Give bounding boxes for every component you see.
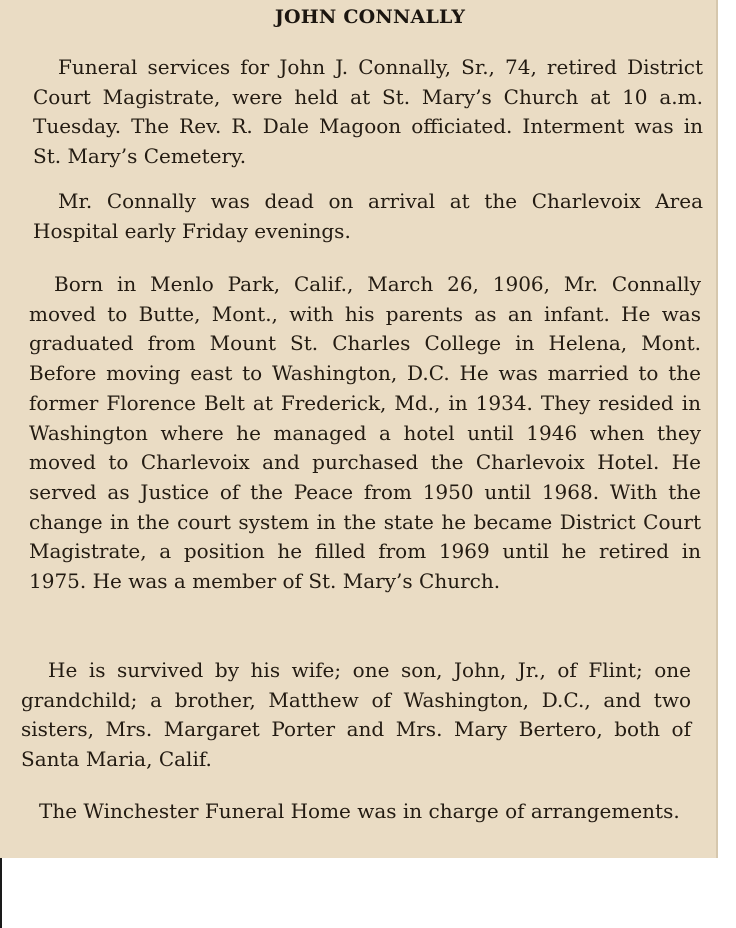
- obituary-headline: JOHN CONNALLY: [274, 6, 466, 28]
- page-edge-divider: [0, 858, 2, 928]
- paragraph-survivors: He is survived by his wife; one son, John, Jr., of Flint; one grandchild; a brother, Matthew of Washington, D.C., and two sisters, Mrs. Margaret Porter and Mrs. Mary Bertero, both of Santa Maria, Calif.: [21, 658, 691, 772]
- paragraph-arrival: Mr. Connally was dead on arrival at the Charlevoix Area Hospital early Friday evenings.: [33, 189, 703, 243]
- paragraph-funeral-services: Funeral services for John J. Connally, Sr., 74, retired District Court Magistrate, were held at St. Mary’s Church at 10 a.m. Tuesday. The Rev. R. Dale Magoon officiated. Interment was in St. Mary’s Cemetery.: [33, 55, 703, 169]
- paragraph-arrangements: The Winchester Funeral Home was in charge of arrangements.: [39, 799, 680, 823]
- paragraph-biography: Born in Menlo Park, Calif., March 26, 1906, Mr. Connally moved to Butte, Mont., with his parents as an infant. He was graduated from Mount St. Charles College in Helena, Mont. Before moving east to Washington, D.C. He was married to the former Florence Belt at Frederick, Md., in 1934. They resided in Washington where he managed a hotel until 1946 when they moved to Charlevoix and purchased the Charlevoix Hotel. He served as Justice of the Peace from 1950 until 1968. With the change in the court system in the state he became District Court Magistrate, a position he filled from 1969 until he retired in 1975. He was a member of St. Mary’s Church.: [29, 272, 701, 594]
